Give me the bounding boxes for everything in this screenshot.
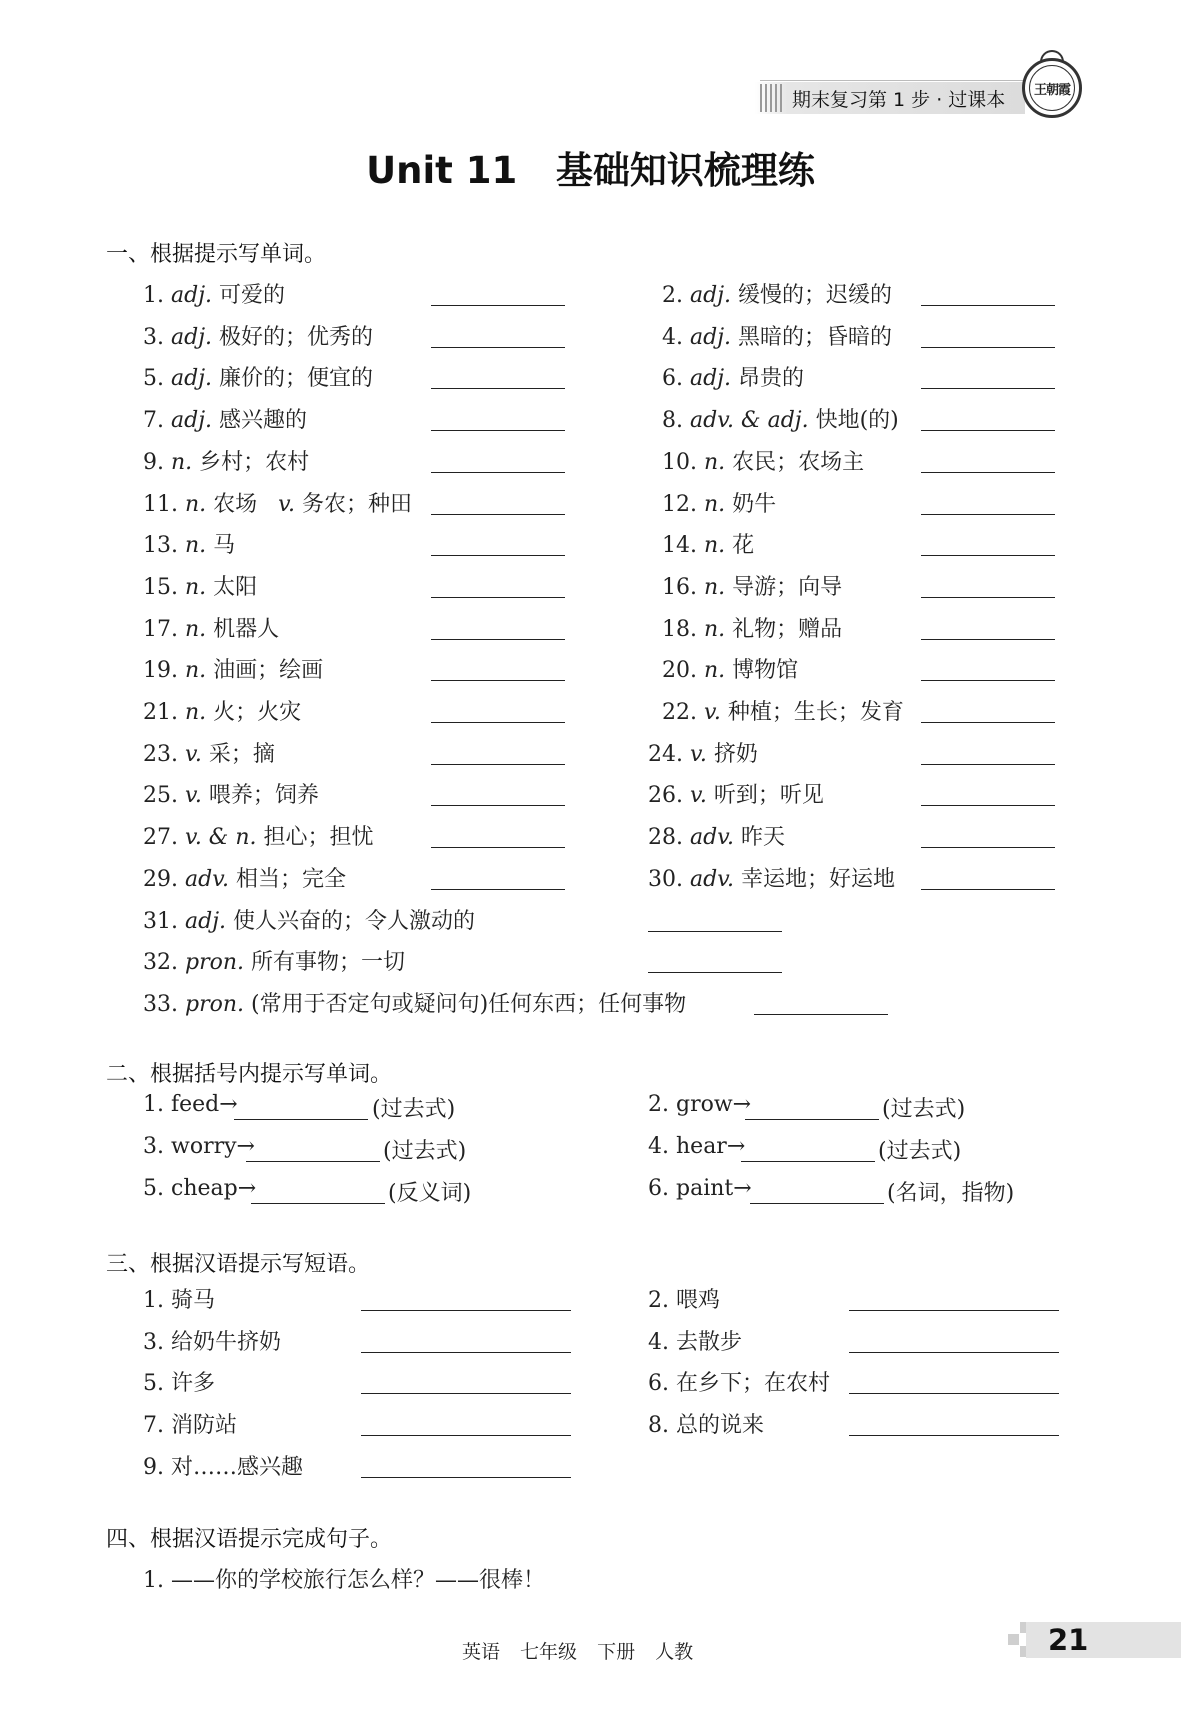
list-item: [143, 445, 309, 476]
item-hint: (名词，指物): [887, 1181, 1015, 1206]
item-word: hear→: [676, 1134, 746, 1159]
list-item: [143, 570, 257, 601]
part-of-speech: n.: [185, 533, 207, 559]
list-item: [143, 945, 405, 976]
item-text: 担心；担忧: [263, 825, 374, 851]
item-number: 6.: [648, 1371, 669, 1397]
section-heading: 四、根据汉语提示完成句子。: [106, 1527, 393, 1552]
list-item: [143, 1176, 256, 1201]
answer-blank[interactable]: [921, 430, 1055, 431]
banner-stripes: [760, 84, 782, 112]
answer-blank[interactable]: [921, 347, 1055, 348]
item-text: 廉价的；便宜的: [219, 366, 374, 392]
item-word: worry→: [171, 1134, 255, 1159]
answer-blank[interactable]: [246, 1161, 380, 1162]
list-item: [143, 320, 373, 351]
item-number: 1.: [143, 1568, 164, 1593]
answer-blank[interactable]: [741, 1161, 875, 1162]
answer-blank[interactable]: [648, 972, 782, 973]
item-text: 去散步: [676, 1329, 743, 1355]
item-word: paint→: [676, 1176, 752, 1201]
answer-blank[interactable]: [431, 347, 565, 348]
part-of-speech: adv.: [690, 825, 735, 851]
item-text: 喂养；饲养: [208, 783, 319, 809]
item-text: 喂鸡: [676, 1288, 721, 1313]
item-text: 油画；绘画: [213, 658, 324, 684]
list-item: [143, 862, 346, 893]
part-of-speech: adj.: [171, 324, 213, 350]
item-text: 太阳: [213, 574, 258, 600]
item-hint: (反义词): [388, 1181, 472, 1206]
list-item: [143, 278, 285, 309]
item-text: 使人兴奋的；令人激动的: [233, 908, 476, 934]
item-number: 26.: [648, 783, 683, 809]
item-number: 30.: [648, 866, 683, 892]
list-item: [648, 862, 895, 893]
list-item: [648, 1134, 745, 1159]
part-of-speech: adv. & adj.: [690, 408, 809, 434]
item-text: 可爱的: [219, 283, 286, 308]
answer-blank[interactable]: [921, 555, 1055, 556]
part-of-speech: adv.: [690, 866, 735, 892]
item-text: 骑马: [171, 1288, 216, 1313]
list-item: [143, 904, 475, 935]
part-of-speech: v.: [690, 741, 707, 767]
item-text: 感兴趣的: [219, 408, 308, 434]
item-number: 1.: [143, 1092, 164, 1117]
item-text: 乡村；农村: [199, 449, 310, 475]
list-item: [662, 528, 754, 559]
list-item: [662, 570, 842, 601]
item-number: 24.: [648, 741, 683, 767]
list-item: [648, 820, 785, 851]
part-of-speech: adj.: [690, 366, 732, 392]
list-item: [648, 778, 824, 809]
item-text: 火；火灾: [213, 700, 302, 725]
item-text: 花: [732, 533, 755, 559]
item-number: 33.: [143, 991, 178, 1017]
answer-blank[interactable]: [431, 305, 565, 306]
item-text: 缓慢的；迟缓的: [738, 283, 893, 308]
list-item: [143, 1134, 255, 1159]
list-item: [143, 1563, 545, 1594]
answer-blank[interactable]: [431, 555, 565, 556]
item-word: grow→: [676, 1092, 752, 1117]
item-number: 21.: [143, 700, 178, 725]
answer-blank[interactable]: [431, 639, 565, 640]
answer-blank[interactable]: [361, 1477, 571, 1478]
item-number: 11.: [143, 491, 178, 517]
answer-blank[interactable]: [361, 1435, 571, 1436]
part-of-speech: v.: [185, 783, 202, 809]
page-title: Unit 11 基础知识梳理练: [366, 149, 815, 192]
item-number: 5.: [143, 366, 164, 392]
part-of-speech: n.: [704, 449, 726, 475]
part-of-speech: n.: [704, 491, 726, 517]
answer-blank[interactable]: [431, 597, 565, 598]
item-text: (常用于否定句或疑问句)任何东西；任何事物: [251, 991, 687, 1017]
list-item: [662, 487, 776, 518]
part-of-speech: n.: [185, 700, 207, 725]
item-number: 15.: [143, 574, 178, 600]
list-item: [143, 737, 275, 768]
item-number: 16.: [662, 574, 697, 600]
item-text: 极好的；优秀的: [219, 324, 374, 350]
list-item: [143, 361, 373, 392]
item-text: 采；摘: [208, 741, 275, 767]
answer-blank[interactable]: [849, 1393, 1059, 1394]
item-text: 快地(的): [815, 408, 899, 434]
item-text: 农场: [213, 491, 258, 517]
list-item: [143, 987, 686, 1018]
item-number: 2.: [648, 1092, 669, 1117]
publisher-seal-icon: [1022, 58, 1082, 118]
list-item: [662, 320, 892, 351]
answer-blank[interactable]: [921, 597, 1055, 598]
list-item: [143, 778, 319, 809]
item-word: feed→: [171, 1092, 238, 1117]
item-text: 所有事物；一切: [251, 950, 406, 976]
item-number: 14.: [662, 533, 697, 559]
list-item: [143, 1450, 303, 1481]
part-of-speech: adj.: [690, 324, 732, 350]
item-hint: (过去式): [372, 1097, 456, 1122]
item-text: 礼物；赠品: [732, 616, 843, 642]
part-of-speech: adj.: [171, 408, 213, 434]
section-heading: 一、根据提示写单词。: [106, 242, 327, 267]
footer-text: 英语 七年级 下册 人教: [462, 1641, 694, 1663]
header-rule: [760, 80, 1060, 81]
list-item: [662, 653, 798, 684]
list-item: [143, 528, 235, 559]
answer-blank[interactable]: [361, 1310, 571, 1311]
section-heading: 二、根据括号内提示写单词。: [106, 1062, 393, 1087]
list-item: [648, 1283, 720, 1314]
answer-blank[interactable]: [431, 847, 565, 848]
part-of-speech: v.: [704, 700, 721, 725]
item-text: 昨天: [741, 825, 786, 851]
item-number: 31.: [143, 908, 178, 934]
item-text: 种植；生长；发育: [727, 700, 904, 725]
part-of-speech: n.: [185, 658, 207, 684]
item-number: 3.: [143, 1134, 164, 1159]
item-number: 20.: [662, 658, 697, 684]
item-text: 对……感兴趣: [171, 1454, 304, 1480]
answer-blank[interactable]: [921, 388, 1055, 389]
part-of-speech: n.: [185, 491, 207, 517]
list-item: [143, 820, 374, 851]
item-text: 相当；完全: [236, 866, 347, 892]
item-text: 黑暗的；昏暗的: [738, 324, 893, 350]
item-number: 9.: [143, 1454, 164, 1480]
item-number: 17.: [143, 616, 178, 642]
seal-text: 王朝霞: [1029, 65, 1075, 111]
item-text: 消防站: [171, 1413, 238, 1439]
item-number: 1.: [143, 283, 164, 308]
part-of-speech: adj.: [185, 908, 227, 934]
page-number: 21: [1048, 1623, 1089, 1657]
list-item: [143, 1408, 237, 1439]
list-item: [143, 1092, 238, 1117]
item-number: 1.: [143, 1288, 164, 1313]
list-item: [648, 737, 758, 768]
item-hint: (过去式): [878, 1139, 962, 1164]
answer-blank[interactable]: [750, 1203, 884, 1204]
item-text: 给奶牛挤奶: [171, 1329, 282, 1355]
answer-blank[interactable]: [431, 430, 565, 431]
item-text: 机器人: [213, 616, 280, 642]
item-text: 许多: [171, 1371, 216, 1397]
answer-blank[interactable]: [921, 514, 1055, 515]
answer-blank[interactable]: [234, 1119, 368, 1120]
item-number: 19.: [143, 658, 178, 684]
item-text: ——你的学校旅行怎么样？——很棒！: [171, 1568, 546, 1593]
answer-blank[interactable]: [431, 805, 565, 806]
item-text: 马: [213, 533, 236, 559]
answer-blank[interactable]: [431, 764, 565, 765]
item-number: 5.: [143, 1371, 164, 1397]
part-of-speech: adv.: [185, 866, 230, 892]
part-of-speech: n.: [704, 574, 726, 600]
item-text: 总的说来: [676, 1413, 765, 1439]
list-item: [143, 612, 279, 643]
list-item: [143, 487, 412, 518]
answer-blank[interactable]: [921, 847, 1055, 848]
answer-blank[interactable]: [921, 889, 1055, 890]
item-hint: (过去式): [882, 1097, 966, 1122]
item-text: 导游；向导: [732, 574, 843, 600]
item-number: 6.: [662, 366, 683, 392]
part-of-speech: v.: [278, 491, 295, 517]
section-heading: 三、根据汉语提示写短语。: [106, 1252, 371, 1277]
item-number: 5.: [143, 1176, 164, 1201]
answer-blank[interactable]: [431, 472, 565, 473]
item-text: 博物馆: [732, 658, 799, 684]
item-number: 18.: [662, 616, 697, 642]
item-number: 10.: [662, 449, 697, 475]
answer-blank[interactable]: [251, 1203, 385, 1204]
item-number: 12.: [662, 491, 697, 517]
list-item: [648, 1366, 830, 1397]
item-text: 昂贵的: [738, 366, 805, 392]
item-number: 6.: [648, 1176, 669, 1201]
header-banner-text: 期末复习第 1 步 · 过课本: [792, 89, 1006, 111]
item-number: 8.: [648, 1413, 669, 1439]
item-number: 2.: [648, 1288, 669, 1313]
part-of-speech: n.: [704, 533, 726, 559]
item-word: cheap→: [171, 1176, 257, 1201]
part-of-speech: n.: [185, 574, 207, 600]
item-text: 务农；种田: [301, 491, 412, 517]
list-item: [143, 1283, 215, 1314]
part-of-speech: n.: [171, 449, 193, 475]
item-text: 农民；农场主: [732, 449, 865, 475]
item-text: 听到；听见: [713, 783, 824, 809]
item-number: 8.: [662, 408, 683, 434]
list-item: [648, 1325, 742, 1356]
part-of-speech: pron.: [185, 991, 245, 1017]
answer-blank[interactable]: [745, 1119, 879, 1120]
item-number: 9.: [143, 449, 164, 475]
list-item: [662, 278, 892, 309]
item-text: 在乡下；在农村: [676, 1371, 831, 1397]
list-item: [143, 1325, 281, 1356]
answer-blank[interactable]: [431, 889, 565, 890]
part-of-speech: pron.: [185, 950, 245, 976]
footer-square: [1008, 1634, 1019, 1645]
item-number: 7.: [143, 408, 164, 434]
answer-blank[interactable]: [849, 1435, 1059, 1436]
item-number: 29.: [143, 866, 178, 892]
list-item: [143, 403, 307, 434]
item-number: 27.: [143, 825, 178, 851]
answer-blank[interactable]: [431, 388, 565, 389]
answer-blank[interactable]: [921, 680, 1055, 681]
item-number: 3.: [143, 324, 164, 350]
list-item: [662, 445, 864, 476]
answer-blank[interactable]: [921, 722, 1055, 723]
item-hint: (过去式): [383, 1139, 467, 1164]
item-number: 22.: [662, 700, 697, 725]
list-item: [648, 1408, 764, 1439]
item-text: 幸运地；好运地: [741, 866, 896, 892]
answer-blank[interactable]: [361, 1352, 571, 1353]
item-number: 7.: [143, 1413, 164, 1439]
part-of-speech: adj.: [171, 366, 213, 392]
part-of-speech: adj.: [171, 283, 213, 308]
answer-blank[interactable]: [754, 1014, 888, 1015]
list-item: [662, 612, 842, 643]
list-item: [648, 1092, 751, 1117]
answer-blank[interactable]: [849, 1310, 1059, 1311]
answer-blank[interactable]: [921, 764, 1055, 765]
part-of-speech: adj.: [690, 283, 732, 308]
list-item: [662, 403, 899, 434]
answer-blank[interactable]: [921, 305, 1055, 306]
item-number: 23.: [143, 741, 178, 767]
list-item: [648, 1176, 752, 1201]
part-of-speech: v.: [185, 741, 202, 767]
item-number: 25.: [143, 783, 178, 809]
answer-blank[interactable]: [921, 639, 1055, 640]
answer-blank[interactable]: [361, 1393, 571, 1394]
answer-blank[interactable]: [849, 1352, 1059, 1353]
item-number: 3.: [143, 1329, 164, 1355]
item-number: 13.: [143, 533, 178, 559]
answer-blank[interactable]: [648, 931, 782, 932]
item-text: 挤奶: [713, 741, 758, 767]
part-of-speech: n.: [704, 616, 726, 642]
list-item: [143, 1366, 215, 1397]
answer-blank[interactable]: [431, 514, 565, 515]
part-of-speech: v. & n.: [185, 825, 257, 851]
answer-blank[interactable]: [431, 680, 565, 681]
item-text: 奶牛: [732, 491, 777, 517]
item-number: 4.: [648, 1329, 669, 1355]
list-item: [662, 695, 904, 726]
item-number: 4.: [648, 1134, 669, 1159]
answer-blank[interactable]: [921, 472, 1055, 473]
answer-blank[interactable]: [921, 805, 1055, 806]
item-number: 28.: [648, 825, 683, 851]
list-item: [662, 361, 804, 392]
answer-blank[interactable]: [431, 722, 565, 723]
part-of-speech: v.: [690, 783, 707, 809]
item-number: 4.: [662, 324, 683, 350]
item-number: 2.: [662, 283, 683, 308]
item-number: 32.: [143, 950, 178, 976]
part-of-speech: n.: [185, 616, 207, 642]
part-of-speech: n.: [704, 658, 726, 684]
list-item: [143, 653, 323, 684]
list-item: [143, 695, 301, 726]
